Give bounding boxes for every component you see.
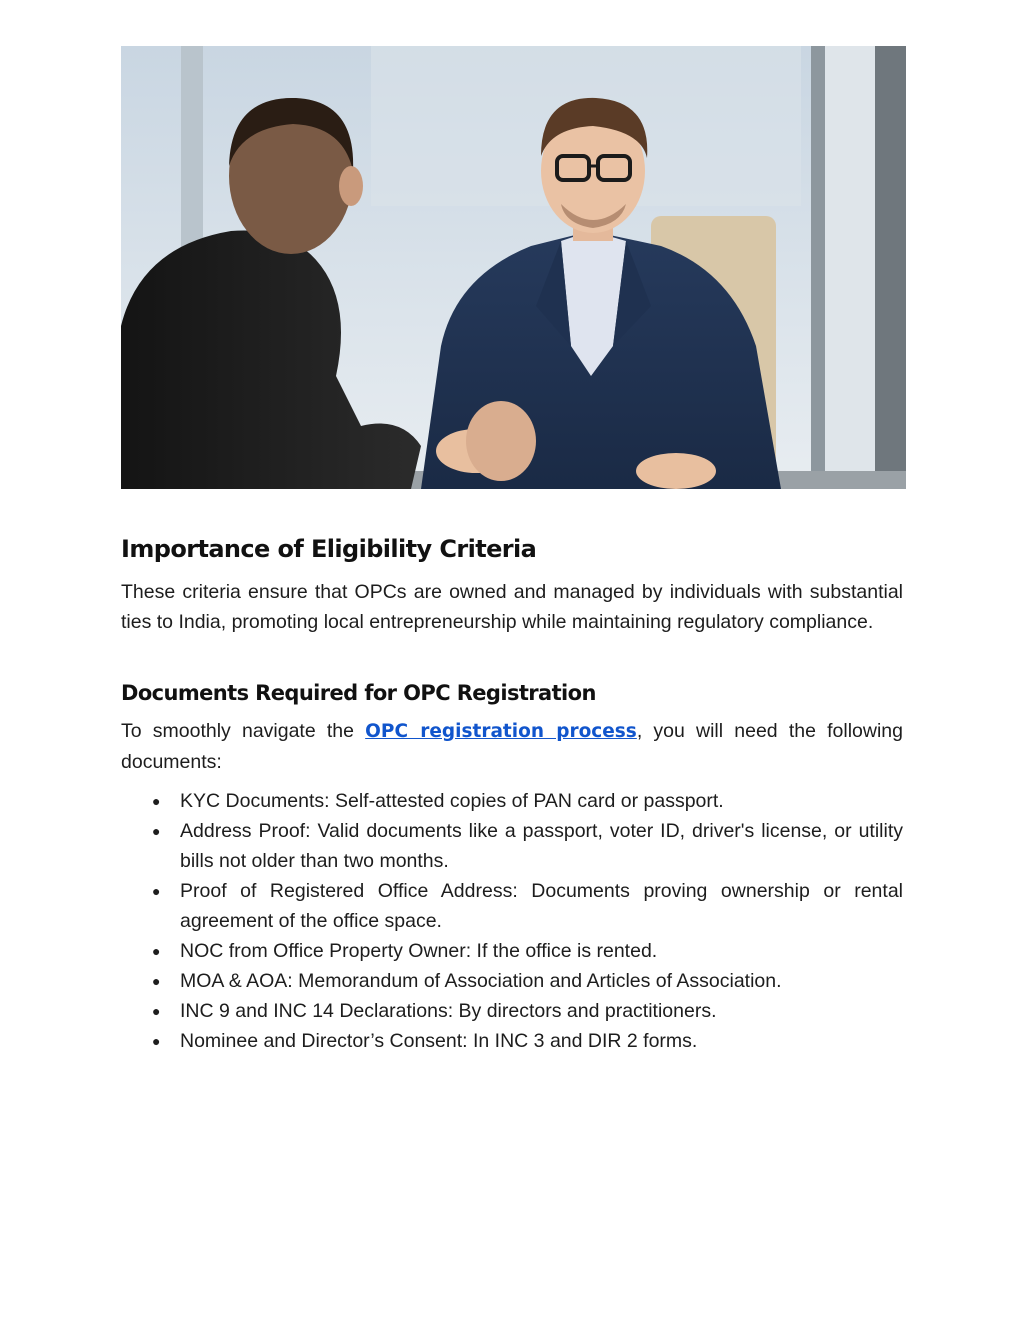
bullet-icon: ● (152, 793, 161, 809)
list-item-text: Proof of Registered Office Address: Documents proving ownership or rental agreement of the office space. (180, 880, 903, 932)
bullet-icon: ● (152, 973, 161, 989)
list-item-text: Nominee and Director’s Consent: In INC 3 and DIR 2 forms. (180, 1030, 698, 1052)
list-item (152, 816, 903, 876)
document-page (121, 46, 903, 1056)
intro-text-after: , you will need the following documents: (121, 720, 903, 773)
bullet-icon: ● (152, 883, 161, 899)
opc-registration-process-link[interactable]: OPC registration process (365, 721, 637, 742)
section-heading-documents: Documents Required for OPC Registration (121, 681, 596, 705)
list-item (152, 786, 903, 816)
list-item-text: KYC Documents: Self-attested copies of PAN card or passport. (180, 790, 724, 812)
bullet-icon: ● (152, 1003, 161, 1019)
documents-list (121, 786, 903, 1056)
business-meeting-photo-icon (121, 46, 906, 489)
list-item (152, 1026, 903, 1056)
documents-intro-paragraph (121, 716, 903, 777)
list-item-text: Address Proof: Valid documents like a passport, voter ID, driver's license, or utility bills not older than two months. (180, 820, 903, 872)
list-item (152, 876, 903, 936)
list-item (152, 966, 903, 996)
list-item (152, 996, 903, 1026)
list-item-text: NOC from Office Property Owner: If the office is rented. (180, 940, 658, 962)
list-item-text: INC 9 and INC 14 Declarations: By directors and practitioners. (180, 1000, 717, 1022)
section-heading-eligibility: Importance of Eligibility Criteria (121, 535, 537, 563)
bullet-icon: ● (152, 823, 161, 839)
eligibility-paragraph: These criteria ensure that OPCs are owned and managed by individuals with substantial ties to India, promoting local entrepreneurship while maintaining regulatory compliance. (121, 581, 903, 633)
list-item-text: MOA & AOA: Memorandum of Association and Articles of Association. (180, 970, 782, 992)
list-item (152, 936, 903, 966)
intro-text-before: To smoothly navigate the (121, 720, 366, 742)
bullet-icon: ● (152, 1033, 161, 1049)
bullet-icon: ● (152, 943, 161, 959)
hero-image (121, 46, 906, 489)
